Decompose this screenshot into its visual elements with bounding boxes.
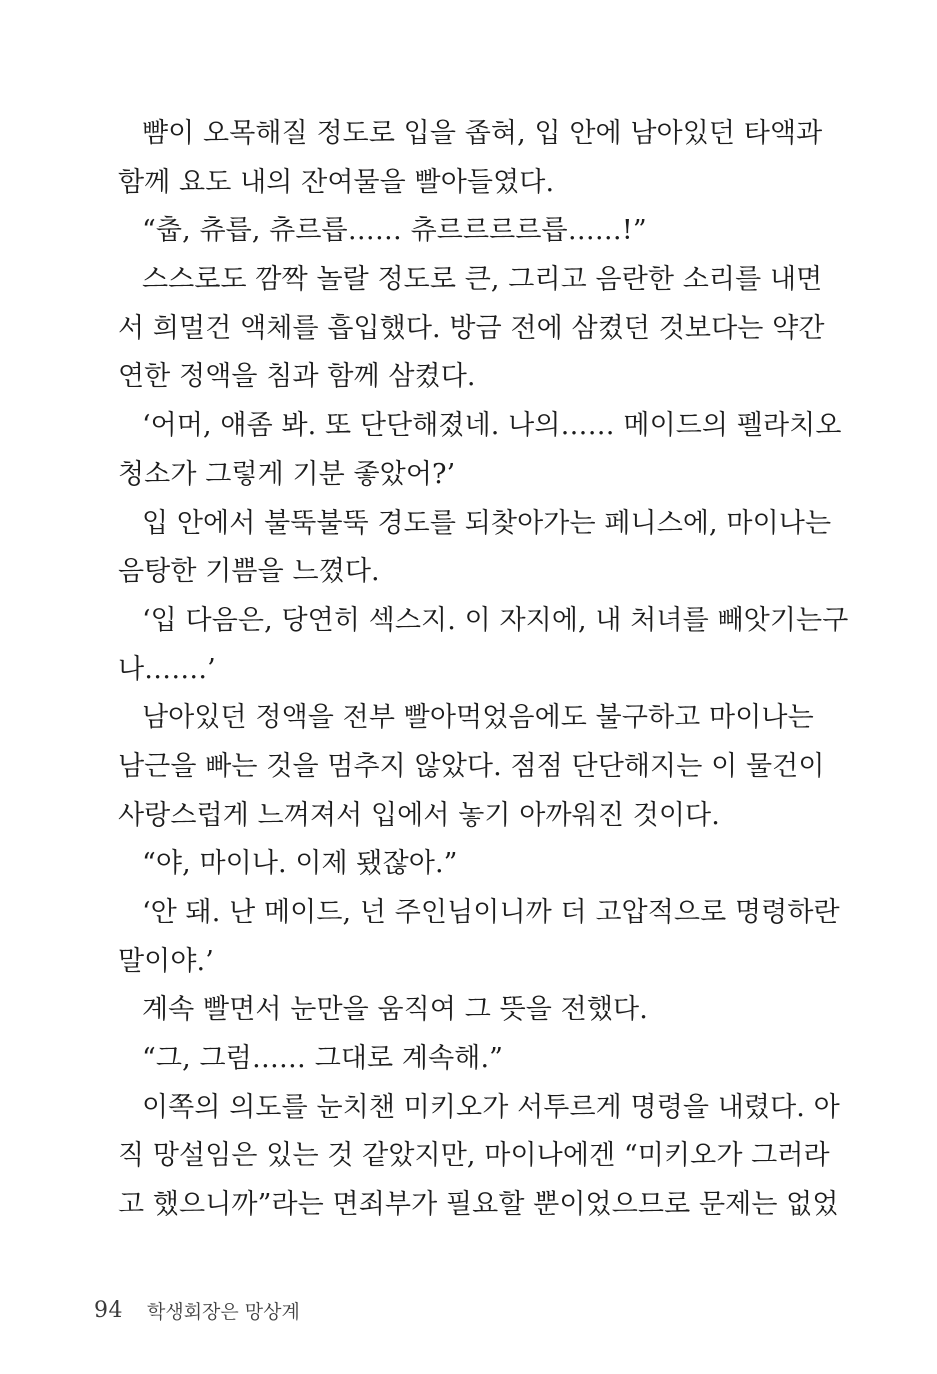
text-line: ‘안 돼. 난 메이드, 넌 주인님이니까 더 고압적으로 명령하란 [142, 897, 840, 928]
text-line: 음탕한 기쁨을 느꼈다. [118, 556, 380, 588]
text-line: 연한 정액을 침과 함께 삼켰다. [118, 361, 476, 393]
text-line: 남아있던 정액을 전부 빨아먹었음에도 불구하고 마이나는 [142, 702, 814, 734]
page-footer [94, 1292, 300, 1328]
body-text [118, 110, 849, 1230]
text-line: 청소가 그렇게 기분 좋았어?’ [118, 458, 456, 490]
text-line: 계속 빨면서 눈만을 움직여 그 뜻을 전했다. [142, 994, 648, 1026]
text-line: 고 했으니까”라는 면죄부가 필요할 뿐이었으므로 문제는 없었 [118, 1189, 839, 1221]
text-line: 함께 요도 내의 잔여물을 빨아들였다. [118, 166, 555, 198]
text-line: 나…….’ [118, 653, 216, 685]
text-line: 사랑스럽게 느껴져서 입에서 놓기 아까워진 것이다. [118, 799, 720, 831]
text-line: ‘입 다음은, 당연히 섹스지. 이 자지에, 내 처녀를 빼앗기는구 [142, 604, 849, 636]
text-line: 남근을 빠는 것을 멈추지 않았다. 점점 단단해지는 이 물건이 [118, 750, 825, 782]
text-line: 말이야.’ [118, 945, 214, 977]
page-number: 94 [94, 1297, 123, 1323]
text-line: ‘어머, 얘좀 봐. 또 단단해졌네. 나의…… 메이드의 펠라치오 [142, 410, 842, 442]
text-line: 스스로도 깜짝 놀랄 정도로 큰, 그리고 음란한 소리를 내면 [142, 264, 823, 296]
text-line: “그, 그럼…… 그대로 계속해.” [142, 1043, 504, 1075]
text-line: 직 망설임은 있는 것 같았지만, 마이나에겐 “미키오가 그러라 [118, 1140, 830, 1172]
text-line: 이쪽의 의도를 눈치챈 미키오가 서투르게 명령을 내렸다. 아 [142, 1091, 840, 1123]
text-line: “춥, 츄릅, 츄르릅…… 츄르르르르릅……!” [142, 215, 647, 247]
text-line: “야, 마이나. 이제 됐잖아.” [142, 848, 458, 880]
text-line: 서 희멀건 액체를 흡입했다. 방금 전에 삼켰던 것보다는 약간 [118, 312, 825, 344]
text-line: 뺨이 오목해질 정도로 입을 좁혀, 입 안에 남아있던 타액과 [142, 118, 823, 149]
text-line: 입 안에서 불뚝불뚝 경도를 되찾아가는 페니스에, 마이나는 [142, 507, 832, 539]
book-title: 학생회장은 망상계 [147, 1300, 300, 1323]
